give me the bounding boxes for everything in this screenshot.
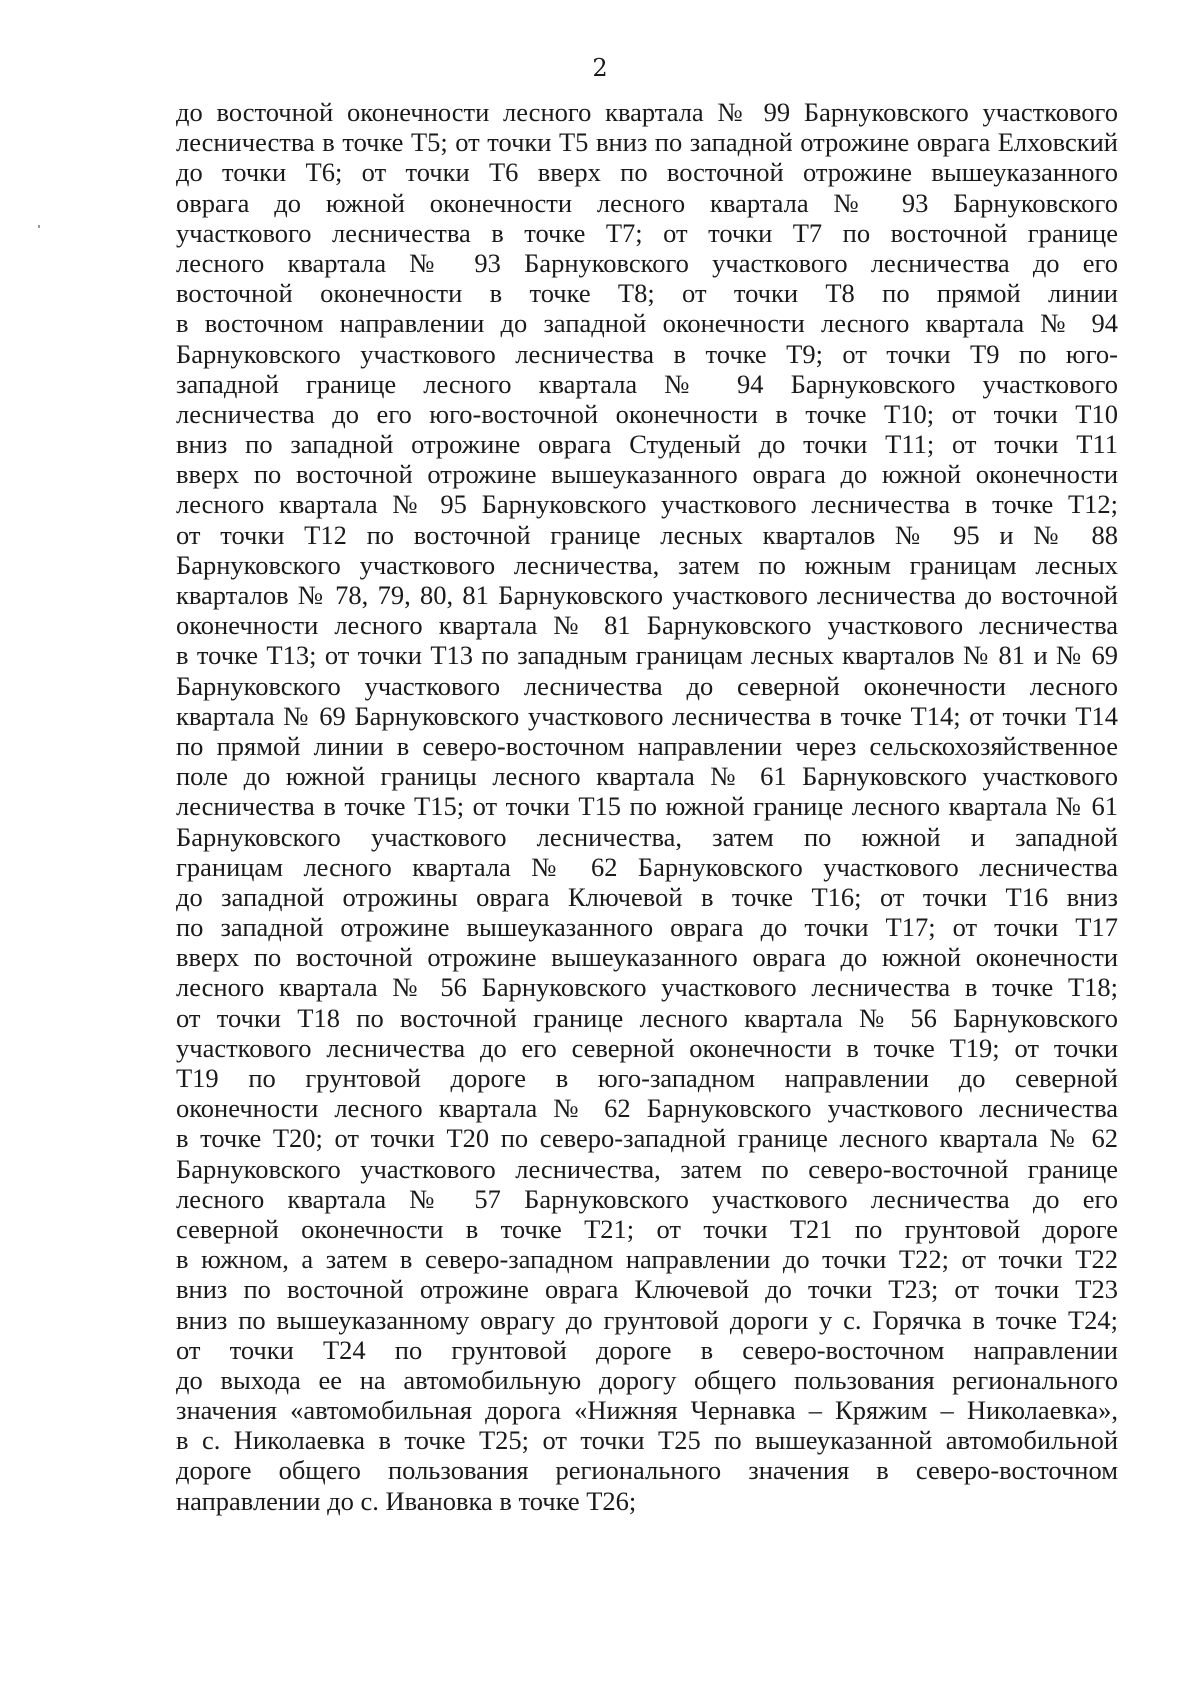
body-text: [176, 97, 1118, 1516]
text-line: западной границе лесного квартала № 94 Барнуковского участкового: [176, 368, 1118, 399]
text-line: лесничества в точке Т5; от точки Т5 вниз по западной отрожине оврага Елховский: [176, 127, 1118, 158]
text-line: вниз по западной отрожине оврага Студеный до точки Т11; от точки Т11: [176, 429, 1118, 460]
text-line: участкового лесничества до его северной оконечности в точке Т19; от точки: [176, 1032, 1118, 1063]
text-line: лесничества до его юго-восточной оконечности в точке Т10; от точки Т10: [176, 398, 1118, 429]
text-line: до выхода ее на автомобильную дорогу общего пользования регионального: [176, 1364, 1118, 1395]
text-line: по прямой линии в северо-восточном направлении через сельскохозяйственное: [176, 730, 1118, 761]
text-line: Барнуковского участкового лесничества до северной оконечности лесного: [176, 670, 1118, 701]
text-line: лесничества в точке Т15; от точки Т15 по южной границе лесного квартала № 61: [176, 791, 1118, 822]
text-line: Барнуковского участкового лесничества в точке Т9; от точки Т9 по юго-: [176, 338, 1118, 369]
text-line: Т19 по грунтовой дороге в юго-западном направлении до северной: [176, 1063, 1118, 1093]
text-line: в точке Т20; от точки Т20 по северо-западной границе лесного квартала № 62: [176, 1123, 1118, 1154]
text-line: квартала № 69 Барнуковского участкового лесничества в точке Т14; от точки Т14: [176, 700, 1118, 731]
text-line: от точки Т24 по грунтовой дороге в северо-восточном направлении: [176, 1334, 1118, 1365]
text-line: в с. Николаевка в точке Т25; от точки Т25 по вышеуказанной автомобильной: [176, 1425, 1118, 1456]
text-line: оврага до южной оконечности лесного квартала № 93 Барнуковского: [176, 187, 1118, 218]
text-line: от точки Т12 по восточной границе лесных кварталов № 95 и № 88: [176, 519, 1118, 550]
text-line: вверх по восточной отрожине вышеуказанного оврага до южной оконечности: [176, 459, 1118, 490]
text-line: лесного квартала № 56 Барнуковского участкового лесничества в точке Т18;: [176, 972, 1118, 1003]
text-line: оконечности лесного квартала № 81 Барнуковского участкового лесничества: [176, 610, 1118, 641]
text-line: лесного квартала № 95 Барнуковского участкового лесничества в точке Т12;: [176, 489, 1118, 520]
text-line: кварталов № 78, 79, 80, 81 Барнуковского участкового лесничества до восточной: [176, 580, 1118, 610]
text-line: в восточном направлении до западной оконечности лесного квартала № 94: [176, 308, 1118, 339]
text-line: значения «автомобильная дорога «Нижняя Чернавка – Кряжим – Николаевка»,: [176, 1395, 1118, 1426]
text-line: Барнуковского участкового лесничества, затем по северо-восточной границе: [176, 1153, 1118, 1184]
page-number: 2: [592, 54, 608, 82]
text-line: лесного квартала № 57 Барнуковского участкового лесничества до его: [176, 1183, 1118, 1214]
text-line: поле до южной границы лесного квартала № 61 Барнуковского участкового: [176, 761, 1118, 792]
text-line: в южном, а затем в северо-западном направлении до точки Т22; от точки Т22: [176, 1244, 1118, 1275]
text-line: Барнуковского участкового лесничества, затем по южным границам лесных: [176, 549, 1118, 580]
text-line: до точки Т6; от точки Т6 вверх по восточной отрожине вышеуказанного: [176, 157, 1118, 188]
text-line: восточной оконечности в точке Т8; от точки Т8 по прямой линии: [176, 278, 1118, 309]
text-line: лесного квартала № 93 Барнуковского участкового лесничества до его: [176, 247, 1118, 278]
text-line: до восточной оконечности лесного квартала № 99 Барнуковского участкового: [176, 97, 1118, 127]
text-line: вниз по восточной отрожине оврага Ключевой до точки Т23; от точки Т23: [176, 1274, 1118, 1305]
text-line: границам лесного квартала № 62 Барнуковского участкового лесничества: [176, 851, 1118, 882]
text-line: дороге общего пользования регионального значения в северо-восточном: [176, 1455, 1118, 1486]
text-line: направлении до с. Ивановка в точке Т26;: [176, 1485, 637, 1516]
text-line: вверх по восточной отрожине вышеуказанного оврага до южной оконечности: [176, 942, 1118, 973]
text-line: в точке Т13; от точки Т13 по западным границам лесных кварталов № 81 и № 69: [176, 640, 1118, 671]
text-line: от точки Т18 по восточной границе лесного квартала № 56 Барнуковского: [176, 1002, 1118, 1033]
text-line: оконечности лесного квартала № 62 Барнуковского участкового лесничества: [176, 1093, 1118, 1124]
text-line: до западной отрожины оврага Ключевой в точке Т16; от точки Т16 вниз: [176, 881, 1118, 912]
scan-speck: [38, 225, 40, 228]
text-line: северной оконечности в точке Т21; от точки Т21 по грунтовой дороге: [176, 1213, 1118, 1244]
text-line: Барнуковского участкового лесничества, затем по южной и западной: [176, 821, 1118, 852]
text-line: по западной отрожине вышеуказанного оврага до точки Т17; от точки Т17: [176, 912, 1118, 943]
text-line: вниз по вышеуказанному оврагу до грунтовой дороги у с. Горячка в точке Т24;: [176, 1304, 1118, 1335]
text-line: участкового лесничества в точке Т7; от точки Т7 по восточной границе: [176, 217, 1118, 248]
